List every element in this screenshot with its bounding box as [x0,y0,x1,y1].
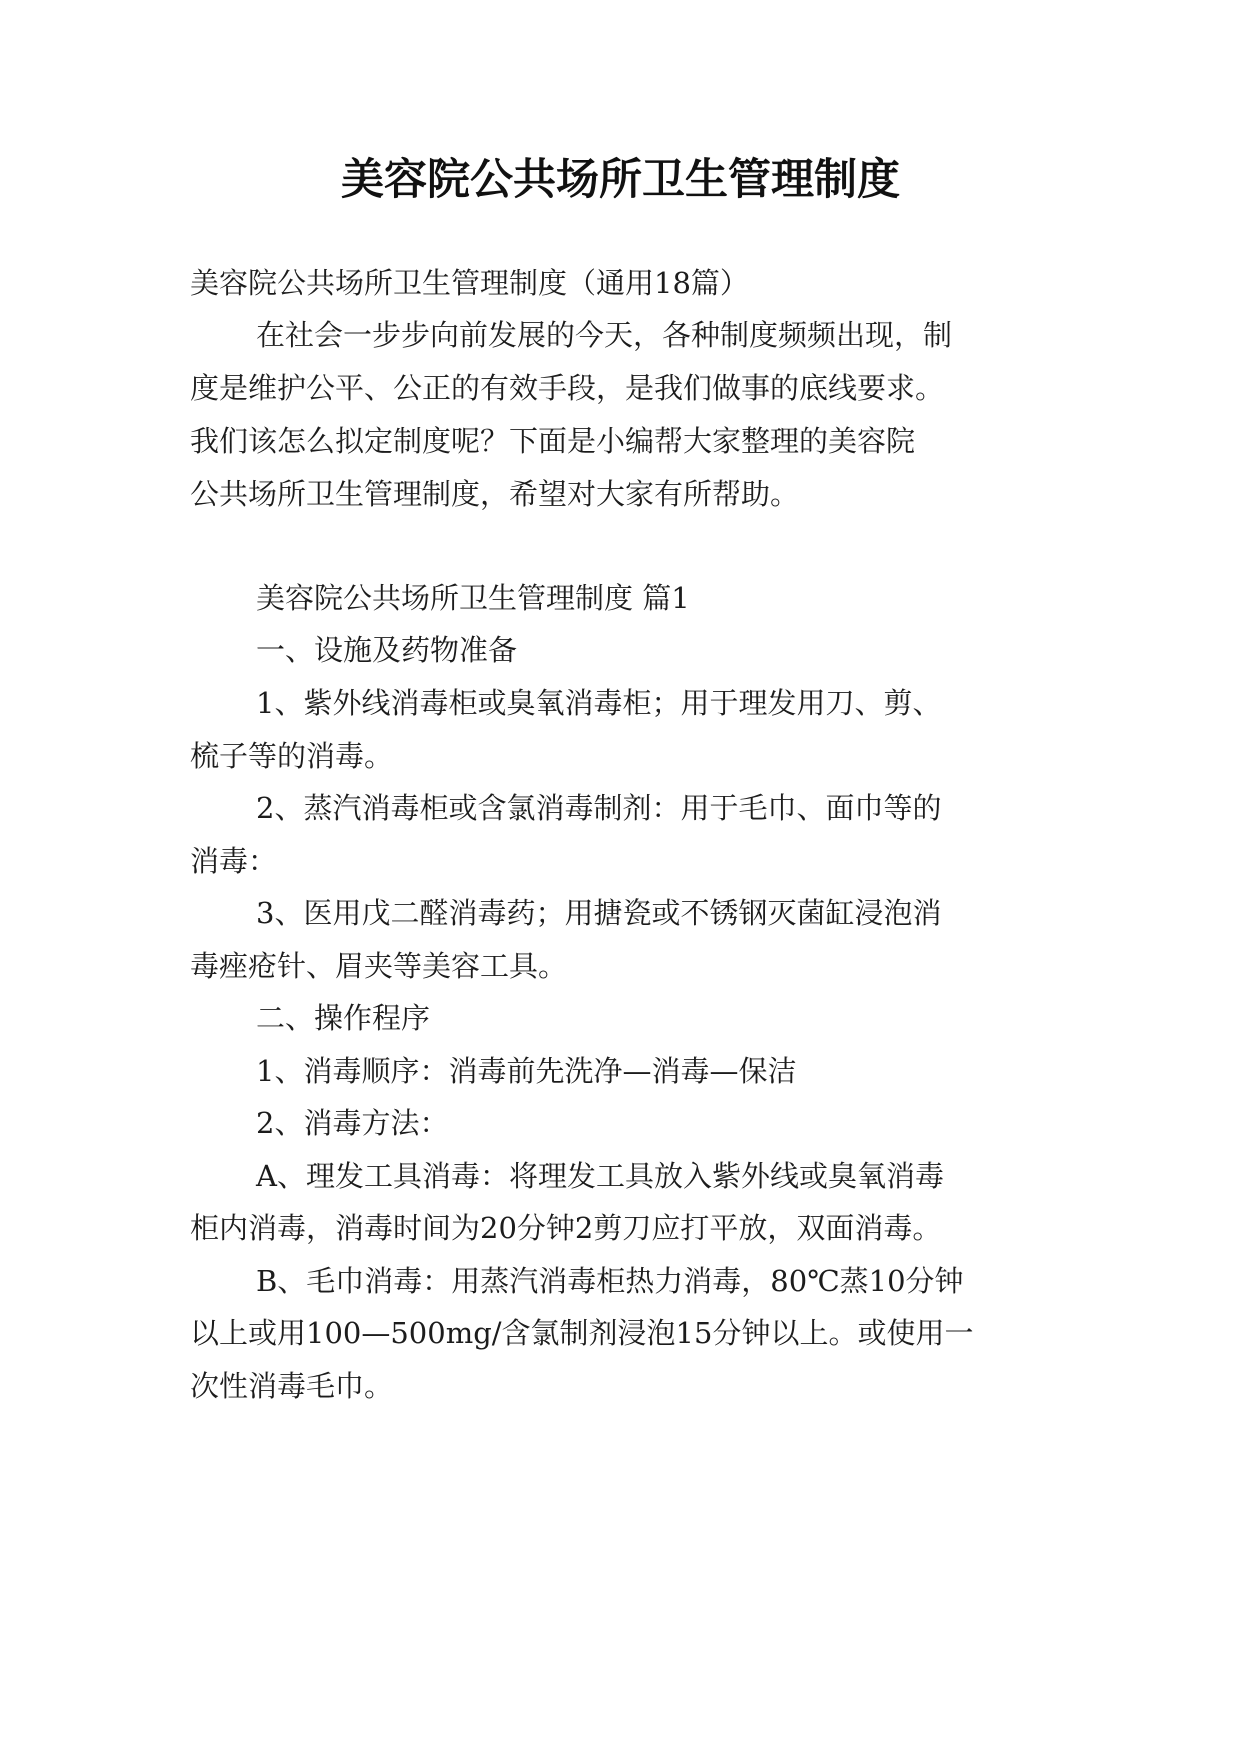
document-title: 美容院公共场所卫生管理制度 [341,155,900,205]
stepA-line-1: A、理发工具消毒：将理发工具放入紫外线或臭氧消毒 [256,1159,944,1193]
stepB-line-3: 次性消毒毛巾。 [190,1369,394,1403]
item3-line-2: 毒痤疮针、眉夹等美容工具。 [190,949,568,983]
item2-line-1: 2、蒸汽消毒柜或含氯消毒制剂：用于毛巾、面巾等的 [256,791,942,825]
item2-line-2: 消毒： [190,844,278,878]
item1-line-1: 1、紫外线消毒柜或臭氧消毒柜；用于理发用刀、剪、 [256,686,942,720]
part2-heading: 二、操作程序 [256,1001,431,1035]
item3-line-1: 3、医用戊二醛消毒药；用搪瓷或不锈钢灭菌缸浸泡消 [256,896,942,930]
document-subtitle: 美容院公共场所卫生管理制度（通用18篇） [190,266,749,300]
intro-line-1: 在社会一步步向前发展的今天，各种制度频频出现，制 [256,318,953,352]
stepA-line-2: 柜内消毒，消毒时间为20分钟2剪刀应打平放，双面消毒。 [190,1211,942,1245]
part1-heading: 一、设施及药物准备 [256,633,518,667]
intro-line-4: 公共场所卫生管理制度，希望对大家有所帮助。 [190,477,800,511]
section-heading: 美容院公共场所卫生管理制度 篇1 [256,581,690,615]
step2-line: 2、消毒方法： [256,1106,449,1140]
stepB-line-1: B、毛巾消毒：用蒸汽消毒柜热力消毒，80℃蒸10分钟 [256,1264,964,1298]
stepB-line-2: 以上或用100—500mg/含氯制剂浸泡15分钟以上。或使用一 [190,1316,974,1350]
intro-line-2: 度是维护公平、公正的有效手段，是我们做事的底线要求。 [190,371,945,405]
item1-line-2: 梳子等的消毒。 [190,739,394,773]
intro-line-3: 我们该怎么拟定制度呢？下面是小编帮大家整理的美容院 [190,424,916,458]
step1-line: 1、消毒顺序：消毒前先洗净—消毒—保洁 [256,1054,797,1088]
